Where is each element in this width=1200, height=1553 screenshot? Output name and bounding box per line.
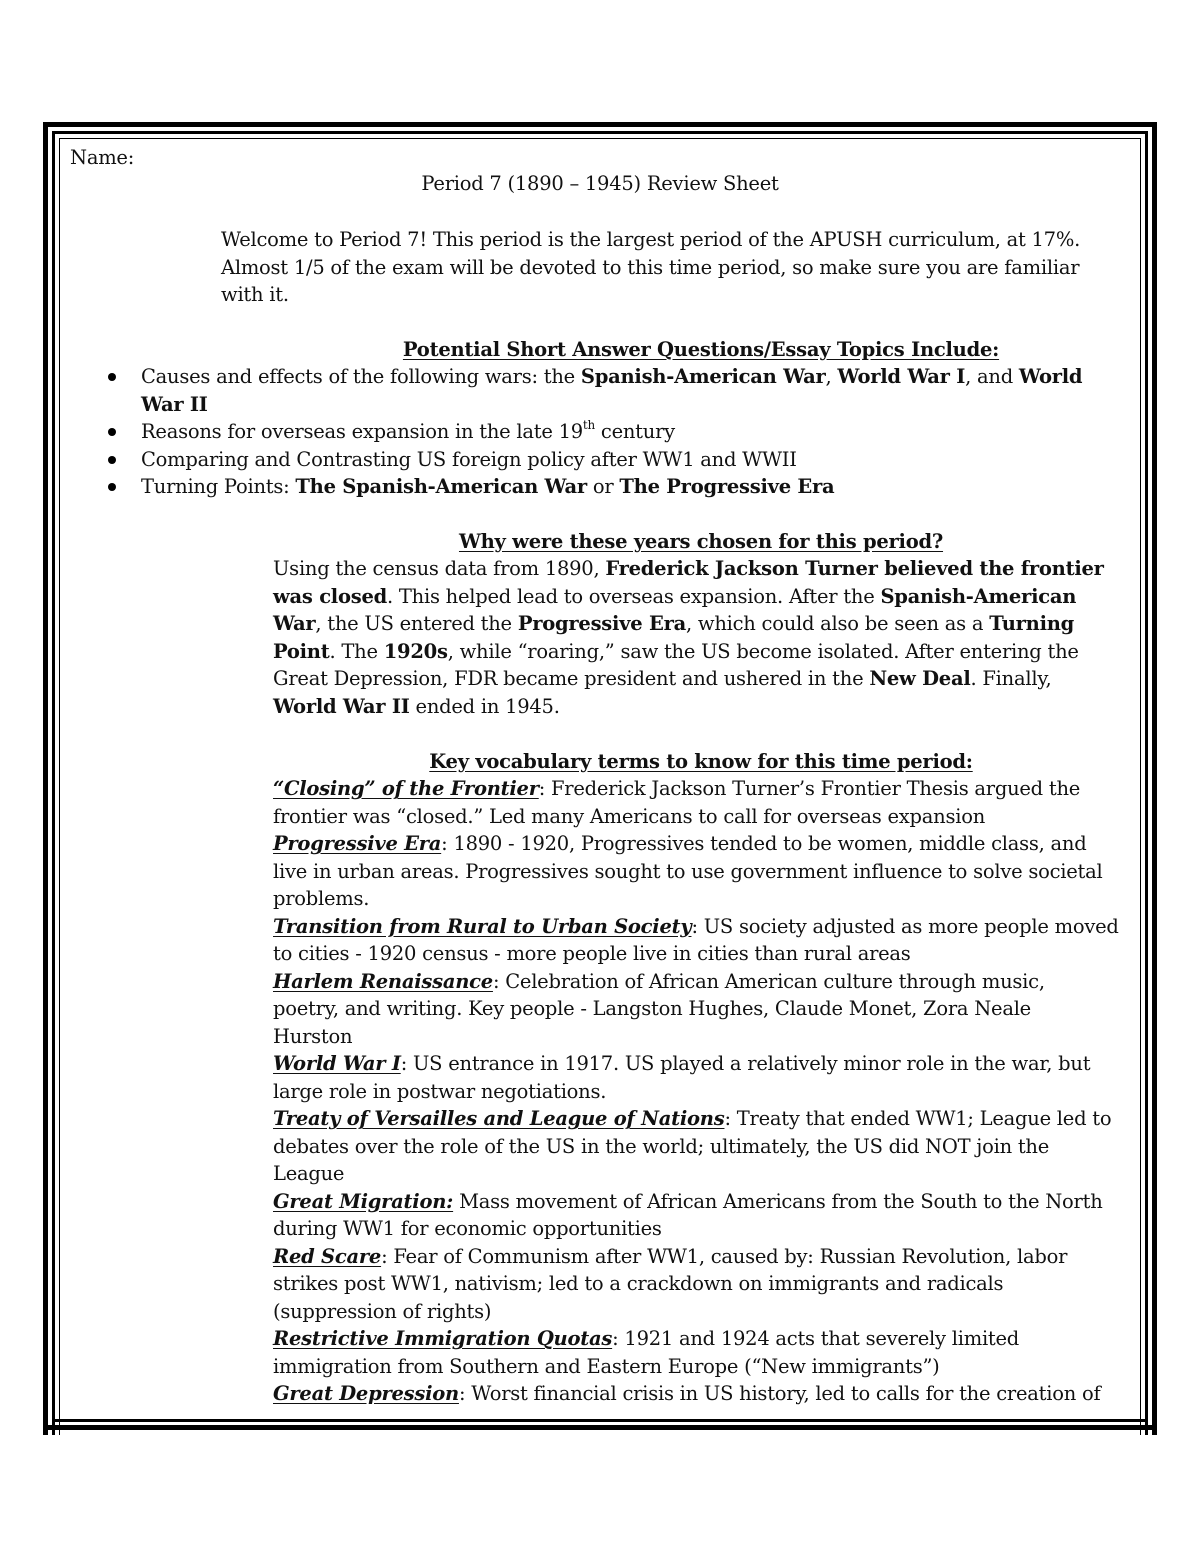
vocab-term: World War I	[273, 1052, 401, 1075]
bullet-icon	[108, 456, 116, 464]
bold-term: Turning	[989, 612, 1075, 635]
vocab-definition: US entrance in 1917. US played a relatively minor role in the war, but	[412, 1052, 1091, 1075]
bold-term: The Progressive Era	[619, 475, 835, 498]
bullet-text: or	[586, 475, 620, 498]
text-run: Using the census data from 1890,	[273, 557, 606, 580]
border-bottom-middle	[52, 1419, 1148, 1422]
text-run: ended in 1945.	[409, 694, 560, 718]
bold-term: Spanish-American	[880, 584, 1077, 608]
text-run: . Finally,	[970, 667, 1052, 690]
vocab-definition: during WW1 for economic opportunities	[273, 1217, 662, 1240]
vocab-term: Restrictive Immigration Quotas	[273, 1327, 613, 1350]
vocab-line	[273, 940, 1119, 968]
vocab-line	[273, 1380, 1119, 1408]
vocab-line	[273, 1133, 1119, 1161]
vocab-entry	[273, 1243, 1119, 1326]
vocab-entry	[273, 830, 1119, 913]
bold-term: World	[1018, 365, 1083, 388]
bullet-icon	[108, 373, 116, 381]
bold-term: Point	[273, 639, 330, 663]
vocab-term: Great Depression	[273, 1382, 459, 1405]
vocab-definition: Frederick Jackson Turner’s Frontier Thesis argued the	[551, 777, 1081, 800]
text-run: , which could also be seen as a	[685, 612, 990, 635]
intro-line: Almost 1/5 of the exam will be devoted to this time period, so make sure you are familiar	[221, 255, 1080, 279]
vocab-definition: debates over the role of the US in the world; ultimately, the US did NOT join the	[273, 1134, 1050, 1158]
paragraph-line	[273, 665, 1104, 693]
vocab-definition: to cities - 1920 census - more people live in cities than rural areas	[273, 942, 911, 965]
bullet-text: Comparing and Contrasting US foreign policy after WW1 and WWII	[141, 447, 797, 471]
vocab-definition: immigration from Southern and Eastern Europe (“New immigrants”)	[273, 1354, 940, 1378]
bullet-text: Turning Points:	[141, 475, 296, 498]
vocab-entry	[273, 1188, 1119, 1243]
text-run: Great Depression, FDR became president and ushered in the	[273, 667, 870, 690]
bold-term: War II	[141, 392, 208, 416]
bold-term: was closed	[273, 584, 387, 608]
vocab-line	[273, 858, 1119, 886]
vocab-line	[273, 1353, 1119, 1381]
page-title: Period 7 (1890 – 1945) Review Sheet	[421, 172, 779, 195]
vocab-line	[273, 1105, 1119, 1133]
vocab-definition: frontier was “closed.” Led many Americans to call for overseas expansion	[273, 804, 986, 828]
list-item	[108, 363, 1082, 418]
vocab-list	[273, 775, 1119, 1408]
bullet-text: , and	[965, 365, 1019, 388]
vocab-line	[273, 1215, 1119, 1243]
vocab-definition: 1921 and 1924 acts that severely limited	[624, 1327, 1020, 1350]
name-label: Name:	[70, 146, 135, 169]
superscript: th	[582, 417, 595, 432]
text-run: , while “roaring,” saw the US become isolated. After entering the	[447, 639, 1079, 663]
vocab-line	[273, 830, 1119, 858]
bold-term: World War I	[837, 365, 966, 388]
vocab-line	[273, 1188, 1119, 1216]
vocab-line	[273, 1050, 1119, 1078]
vocab-definition: Worst financial crisis in US history, led to calls for the creation of	[471, 1382, 1101, 1405]
text-run: , the US entered the	[315, 612, 518, 635]
vocab-definition: Mass movement of African Americans from the South to the North	[459, 1189, 1103, 1213]
vocab-definition: 1890 - 1920, Progressives tended to be women, middle class, and	[453, 832, 1087, 855]
text-run: . The	[329, 639, 384, 663]
bold-term: The Spanish-American War	[295, 475, 587, 498]
vocab-line	[273, 995, 1119, 1023]
vocab-line	[273, 1243, 1119, 1271]
intro-line: Welcome to Period 7! This period is the largest period of the APUSH curriculum, at 17%.	[221, 228, 1081, 251]
vocab-separator: :	[492, 969, 506, 993]
bold-term: New Deal	[869, 667, 971, 690]
vocab-definition: live in urban areas. Progressives sought to use government influence to solve societal	[273, 859, 1103, 883]
vocab-definition: League	[273, 1162, 345, 1185]
vocab-line	[273, 968, 1119, 996]
bullet-icon	[108, 428, 116, 436]
bold-term: Frederick Jackson Turner believed the frontier	[605, 557, 1104, 580]
bold-term: War	[273, 612, 316, 635]
list-item	[108, 418, 1082, 446]
vocab-separator: :	[691, 914, 704, 938]
vocab-line	[273, 775, 1119, 803]
vocab-line	[273, 1023, 1119, 1051]
vocab-line	[273, 1298, 1119, 1326]
vocab-definition: Celebration of African American culture through music,	[505, 969, 1045, 993]
vocab-line	[273, 1325, 1119, 1353]
why-heading: Why were these years chosen for this period?	[458, 530, 944, 553]
vocab-line	[273, 1078, 1119, 1106]
vocab-separator: :	[612, 1327, 625, 1350]
bullet-icon	[108, 483, 116, 491]
vocab-entry	[273, 1050, 1119, 1105]
vocab-entry	[273, 968, 1119, 1051]
vocab-line	[273, 1160, 1119, 1188]
vocab-line	[273, 885, 1119, 913]
short-answer-heading: Potential Short Answer Questions/Essay Topics Include:	[402, 338, 1000, 361]
bold-term: 1920s	[383, 639, 448, 663]
paragraph-line	[273, 638, 1104, 666]
vocab-heading: Key vocabulary terms to know for this time period:	[429, 750, 973, 773]
vocab-separator: :	[441, 832, 454, 855]
vocab-line	[273, 1270, 1119, 1298]
vocab-line	[273, 803, 1119, 831]
vocab-entry	[273, 775, 1119, 830]
topics-list	[108, 363, 1082, 501]
vocab-definition: Fear of Communism after WW1, caused by: Russian Revolution, labor	[393, 1244, 1068, 1268]
vocab-term: Harlem Renaissance	[273, 969, 493, 993]
bold-term: Spanish-American War	[580, 365, 826, 388]
bullet-text: century	[594, 420, 675, 443]
vocab-entry	[273, 913, 1119, 968]
paragraph-line	[273, 583, 1104, 611]
text-run: . This helped lead to overseas expansion. After the	[387, 584, 881, 608]
bold-term: Progressive Era	[517, 612, 686, 635]
vocab-separator: :	[724, 1107, 737, 1130]
vocab-line	[273, 913, 1119, 941]
vocab-separator: :	[458, 1382, 472, 1405]
vocab-term: Treaty of Versailles and League of Nations	[273, 1107, 725, 1130]
vocab-definition: poetry, and writing. Key people - Langston Hughes, Claude Monet, Zora Neale	[273, 997, 1031, 1020]
intro-line: with it.	[221, 283, 289, 306]
vocab-entry	[273, 1105, 1119, 1188]
vocab-term: Transition from Rural to Urban Society	[273, 914, 692, 938]
vocab-term: Progressive Era	[273, 832, 442, 855]
vocab-definition: large role in postwar negotiations.	[273, 1079, 607, 1103]
intro-paragraph	[221, 226, 1121, 309]
list-item	[108, 446, 1082, 474]
bullet-text: Causes and effects of the following wars: the	[141, 365, 581, 388]
vocab-separator: :	[538, 777, 552, 800]
vocab-definition: problems.	[273, 887, 370, 910]
vocab-definition: US society adjusted as more people moved	[703, 914, 1119, 938]
why-paragraph	[273, 555, 1104, 720]
paragraph-line	[273, 610, 1104, 638]
vocab-definition: (suppression of rights)	[273, 1299, 492, 1323]
vocab-term: Great Migration:	[273, 1189, 454, 1213]
bullet-text: ,	[825, 365, 838, 388]
paragraph-line	[273, 693, 1104, 721]
bold-term: World War II	[273, 694, 410, 718]
vocab-definition: Treaty that ended WW1; League led to	[736, 1107, 1112, 1130]
vocab-separator: :	[400, 1052, 413, 1075]
list-item	[108, 473, 1082, 501]
paragraph-line	[273, 555, 1104, 583]
border-bottom-outer	[43, 1425, 1157, 1430]
vocab-definition: strikes post WW1, nativism; led to a crackdown on immigrants and radicals	[273, 1272, 1004, 1295]
vocab-entry	[273, 1380, 1119, 1408]
bullet-text: Reasons for overseas expansion in the late 19	[141, 420, 583, 443]
vocab-separator: :	[381, 1244, 394, 1268]
vocab-definition: Hurston	[273, 1024, 353, 1048]
vocab-term: Red Scare	[273, 1244, 382, 1268]
vocab-term: “Closing” of the Frontier	[273, 777, 539, 800]
vocab-entry	[273, 1325, 1119, 1380]
